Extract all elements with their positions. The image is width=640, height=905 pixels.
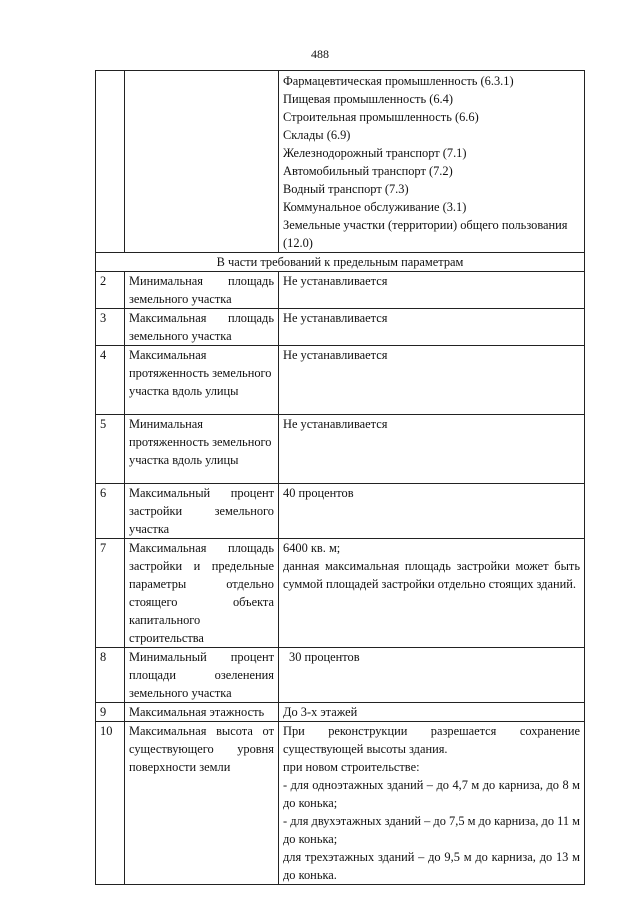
param-value: 40 процентов	[279, 484, 585, 539]
row-number: 9	[96, 703, 125, 722]
cell-param	[125, 71, 279, 253]
param-value: До 3-х этажей	[279, 703, 585, 722]
value-line: - для одноэтажных зданий – до 4,7 м до карниза, до 8 м до конька;	[283, 778, 580, 810]
param-name: Максимальная этажность	[125, 703, 279, 722]
row-number: 10	[96, 722, 125, 885]
table-row	[96, 415, 585, 484]
value-line: 6400 кв. м;	[283, 541, 341, 555]
cell-uses	[279, 71, 585, 253]
param-name: Минимальная протяженность земельного участка вдоль улицы	[125, 415, 279, 484]
param-name: Максимальная площадь застройки и предельные параметры отдельно стоящего объекта капитального строительства	[125, 539, 279, 648]
table-row	[96, 539, 585, 648]
use-item: Железнодорожный транспорт (7.1)	[283, 146, 467, 160]
row-number: 3	[96, 309, 125, 346]
table-row	[96, 722, 585, 885]
param-value: 30 процентов	[279, 648, 585, 703]
param-value: Не устанавливается	[279, 272, 585, 309]
table-row	[96, 346, 585, 415]
param-value	[279, 722, 585, 885]
use-item: Фармацевтическая промышленность (6.3.1)	[283, 74, 514, 88]
table-row	[96, 309, 585, 346]
table-row	[96, 272, 585, 309]
value-line: при новом строительстве:	[283, 760, 420, 774]
table-row	[96, 648, 585, 703]
param-value	[279, 539, 585, 648]
param-name: Максимальная площадь земельного участка	[125, 309, 279, 346]
row-number: 5	[96, 415, 125, 484]
row-number: 8	[96, 648, 125, 703]
value-line: данная максимальная площадь застройки может быть суммой площадей застройки отдельно стоящих зданий.	[283, 559, 580, 591]
param-value: Не устанавливается	[279, 309, 585, 346]
table-row	[96, 71, 585, 253]
param-name: Максимальный процент застройки земельного участка	[125, 484, 279, 539]
value-line: - для двухэтажных зданий – до 7,5 м до карниза, до 11 м до конька;	[283, 814, 580, 846]
value-line: При реконструкции разрешается сохранение существующей высоты здания.	[283, 724, 580, 756]
use-item: Водный транспорт (7.3)	[283, 182, 409, 196]
param-value: Не устанавливается	[279, 346, 585, 415]
param-value: Не устанавливается	[279, 415, 585, 484]
table-row	[96, 703, 585, 722]
value-line: для трехэтажных зданий – до 9,5 м до карниза, до 13 м до конька.	[283, 850, 580, 882]
param-name: Максимальная высота от существующего уровня поверхности земли	[125, 722, 279, 885]
section-header: В части требований к предельным параметрам	[96, 253, 585, 272]
param-name: Максимальная протяженность земельного участка вдоль улицы	[125, 346, 279, 415]
use-item: Склады (6.9)	[283, 128, 351, 142]
table-row	[96, 484, 585, 539]
row-number: 2	[96, 272, 125, 309]
cell-num	[96, 71, 125, 253]
row-number: 7	[96, 539, 125, 648]
use-item: Коммунальное обслуживание (3.1)	[283, 200, 467, 214]
section-header-row	[96, 253, 585, 272]
page-number: 488	[311, 47, 329, 61]
use-item: Земельные участки (территории) общего пользования (12.0)	[283, 218, 568, 250]
use-item: Пищевая промышленность (6.4)	[283, 92, 453, 106]
row-number: 4	[96, 346, 125, 415]
row-number: 6	[96, 484, 125, 539]
parameters-table	[95, 70, 585, 885]
param-name: Минимальная площадь земельного участка	[125, 272, 279, 309]
use-item: Строительная промышленность (6.6)	[283, 110, 479, 124]
param-name: Минимальный процент площади озеленения земельного участка	[125, 648, 279, 703]
use-item: Автомобильный транспорт (7.2)	[283, 164, 453, 178]
